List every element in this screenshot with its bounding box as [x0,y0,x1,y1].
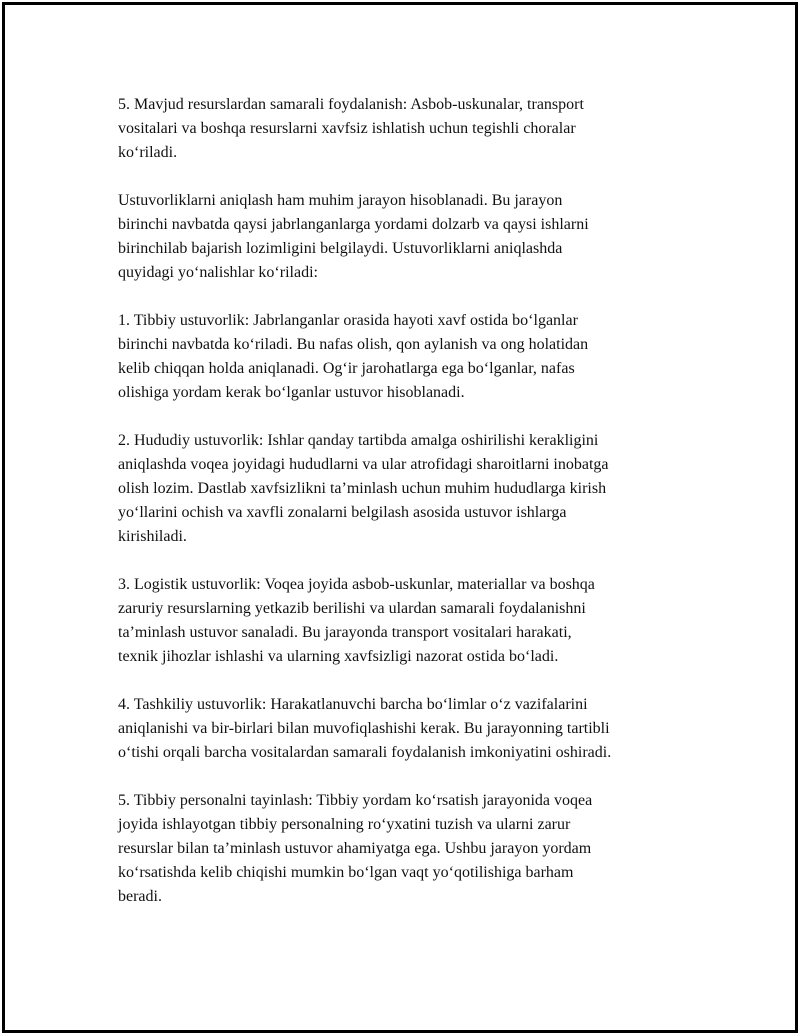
paragraph-priorities-intro: Ustuvorliklarni aniqlash ham muhim jarayon hisoblanadi. Bu jarayon birinchi navbatda qaysi jabrlanganlarga yordami dolzarb va qaysi ishlarni birinchilab bajarish lozimligini belgilaydi. Ustuvorliklarni aniqlashda quyidagi yo‘nalishlar ko‘riladi: [118,192,589,281]
paragraph-resource-usage: 5. Mavjud resurslardan samarali foydalanish: Asbob-uskunalar, transport vositalari va boshqa resurslarni xavfsiz ishlatish uchun tegishli choralar ko‘riladi. [118,96,584,161]
paragraph-medical-personnel: 5. Tibbiy personalni tayinlash: Tibbiy yordam ko‘rsatish jarayonida voqea joyida ishlayotgan tibbiy personalning ro‘yxatini tuzish va ularni zarur resurslar bilan ta’minlash ustuvor ahamiyatga ega. Ushbu jarayon yordam ko‘rsatishda kelib chiqishi mumkin bo‘lgan vaqt yo‘qotilishiga barham beradi. [118,792,593,905]
document-body [118,93,688,933]
paragraph-logistic-priority: 3. Logistik ustuvorlik: Voqea joyida asbob-uskunlar, materiallar va boshqa zaruriy resurslarning yetkazib berilishi va ulardan samarali foydalanishni ta’minlash ustuvor sanaladi. Bu jarayonda transport vositalari harakati, texnik jihozlar ishlashi va ularning xavfsizligi nazorat ostida bo‘ladi. [118,576,595,665]
paragraph-territorial-priority: 2. Hududiy ustuvorlik: Ishlar qanday tartibda amalga oshirilishi kerakligini aniqlashda voqea joyidagi hududlarni va ular atrofidagi sharoitlarni inobatga olish lozim. Dastlab xavfsizlikni ta’minlash uchun muhim hududlarga kirish yo‘llarini ochish va xavfli zonalarni belgilash asosida ustuvor ishlarga kirishiladi. [118,432,609,545]
paragraph-medical-priority: 1. Tibbiy ustuvorlik: Jabrlanganlar orasida hayoti xavf ostida bo‘lganlar birinchi navbatda ko‘riladi. Bu nafas olish, qon aylanish va ong holatidan kelib chiqqan holda aniqlanadi. Og‘ir jarohatlarga ega bo‘lganlar, nafas olishiga yordam kerak bo‘lganlar ustuvor hisoblanadi. [118,312,589,401]
paragraph-organizational-priority: 4. Tashkiliy ustuvorlik: Harakatlanuvchi barcha bo‘limlar o‘z vazifalarini aniqlanishi va bir-birlari bilan muvofiqlashishi kerak. Bu jarayonning tartibli o‘tishi orqali barcha vositalardan samarali foydalanish imkoniyatini oshiradi. [118,696,612,761]
